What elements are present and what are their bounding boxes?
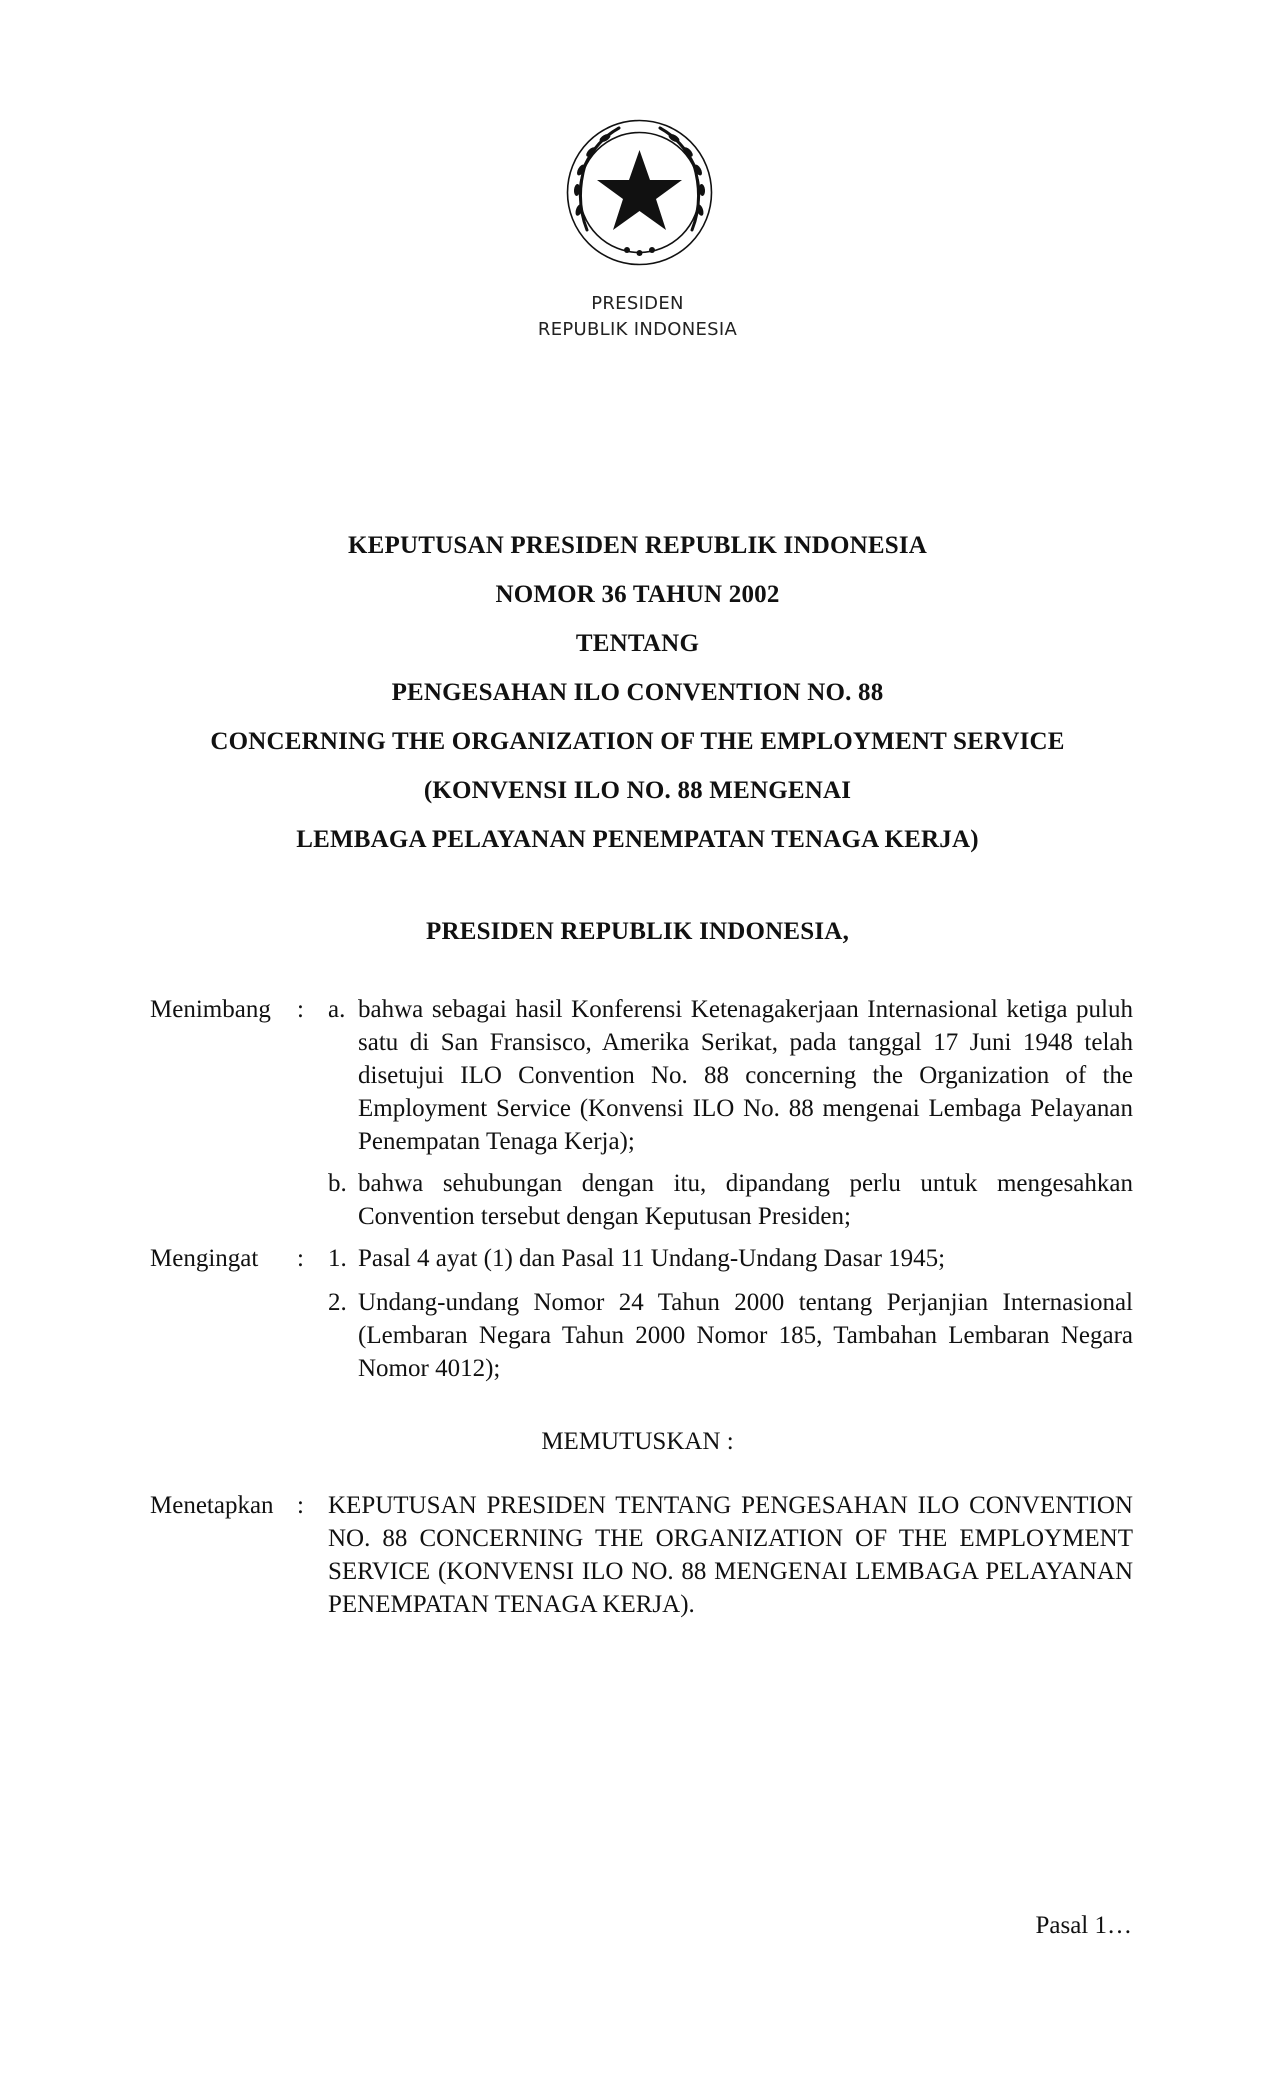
decision-text: KEPUTUSAN PRESIDEN TENTANG PENGESAHAN ILO CONVENTION NO. 88 CONCERNING THE ORGANIZATION OF THE EMPLOYMENT SERVICE (KONVENSI ILO NO. 88 MENGENAI LEMBAGA PELAYANAN PENEMPATAN TENAGA KERJA). [328, 1492, 1133, 1618]
section-colon: : [297, 996, 304, 1023]
item-text: Pasal 4 ayat (1) dan Pasal 11 Undang-Undang Dasar 1945; [358, 1245, 946, 1272]
section-label: Mengingat [150, 1245, 259, 1272]
item-marker: 2. [328, 1289, 347, 1316]
garuda-wreath-emblem-icon [557, 110, 722, 275]
title-line: (KONVENSI ILO NO. 88 MENGENAI [423, 777, 852, 804]
title-line: PENGESAHAN ILO CONVENTION NO. 88 [391, 679, 884, 706]
title-line: NOMOR 36 TAHUN 2002 [495, 581, 780, 608]
item-text: Undang-undang Nomor 24 Tahun 2000 tentang Perjanjian Internasional (Lembaran Negara Tahun 2000 Nomor 185, Tambahan Lembaran Negara Nomor 4012); [358, 1289, 1133, 1382]
item-text: bahwa sebagai hasil Konferensi Ketenagakerjaan Internasional ketiga puluh satu di San Fransisco, Amerika Serikat, pada tanggal 17 Juni 1948 telah disetujui ILO Convention No. 88 concerning the Organization of the Employment Service (Konvensi ILO No. 88 mengenai Lembaga Pelayanan Penempatan Tenaga Kerja); [358, 996, 1133, 1155]
title-line: CONCERNING THE ORGANIZATION OF THE EMPLOYMENT SERVICE [210, 728, 1065, 755]
title-line: KEPUTUSAN PRESIDEN REPUBLIK INDONESIA [347, 532, 928, 559]
item-marker: a. [328, 996, 346, 1023]
next-page-indicator: Pasal 1… [1035, 1912, 1132, 1939]
item-marker: b. [328, 1170, 347, 1197]
issuer-heading: PRESIDEN REPUBLIK INDONESIA, [425, 918, 850, 945]
institution-line-1: PRESIDEN [591, 293, 684, 314]
item-marker: 1. [328, 1245, 347, 1272]
title-line: TENTANG [575, 630, 700, 657]
section-colon: : [297, 1492, 304, 1519]
section-colon: : [297, 1245, 304, 1272]
section-label: Menimbang [150, 996, 271, 1023]
section-label: Menetapkan [150, 1492, 274, 1519]
institution-line-2: REPUBLIK INDONESIA [537, 319, 738, 340]
memutuskan-heading: MEMUTUSKAN : [541, 1428, 734, 1455]
item-text: bahwa sehubungan dengan itu, dipandang perlu untuk mengesahkan Convention tersebut dengan Keputusan Presiden; [358, 1170, 1133, 1230]
title-line: LEMBAGA PELAYANAN PENEMPATAN TENAGA KERJA) [296, 826, 979, 853]
